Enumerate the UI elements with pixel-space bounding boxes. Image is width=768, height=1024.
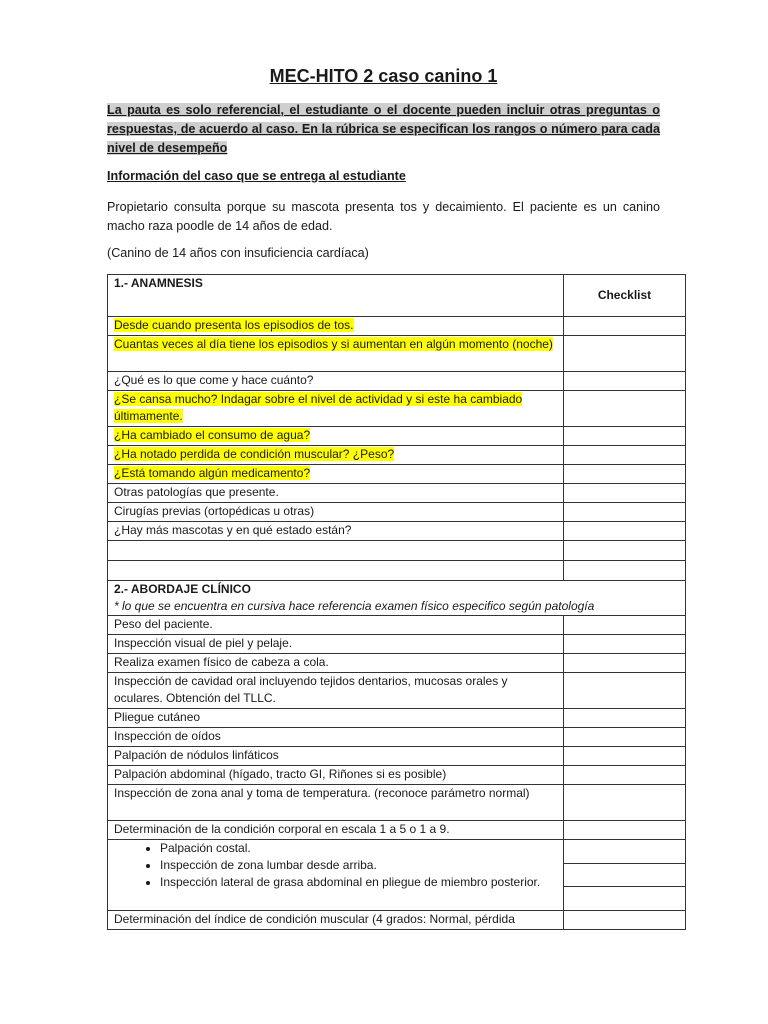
table-row <box>108 317 686 336</box>
question-text: Desde cuando presenta los episodios de tos. <box>114 318 354 332</box>
table-row <box>108 616 686 635</box>
checklist-cell[interactable] <box>564 728 686 747</box>
section-title-anamnesis: 1.- ANAMNESIS <box>108 275 564 317</box>
table-row <box>108 654 686 673</box>
list-item: • Inspección lateral de grasa abdominal en pliegue de miembro posterior. <box>160 874 557 891</box>
table-row <box>108 391 686 427</box>
checklist-cell[interactable] <box>564 616 686 635</box>
question-text: Cuantas veces al día tiene los episodios y si aumentan en algún momento (noche) <box>114 337 553 351</box>
checklist-cell-group <box>564 840 686 911</box>
checklist-table <box>107 274 686 930</box>
case-note: (Canino de 14 años con insuficiencia cardíaca) <box>107 246 369 260</box>
table-cell <box>108 317 564 336</box>
table-row <box>108 747 686 766</box>
table-row <box>108 673 686 709</box>
checklist-header: Checklist <box>564 275 686 317</box>
table-row <box>108 427 686 446</box>
section-title-clinical: 2.- ABORDAJE CLÍNICO <box>114 582 251 596</box>
table-row <box>108 336 686 372</box>
checklist-cell[interactable] <box>564 522 686 541</box>
section-header-clinical <box>108 581 686 616</box>
checklist-cell[interactable] <box>564 821 686 840</box>
checklist-cell[interactable] <box>564 709 686 728</box>
table-cell <box>108 446 564 465</box>
case-intro: Propietario consulta porque su mascota presenta tos y decaimiento. El paciente es un canino macho raza poodle de 14 años de edad. <box>107 200 660 233</box>
table-row <box>108 522 686 541</box>
question-text: Otras patologías que presente. <box>108 484 564 503</box>
table-cell <box>108 391 564 427</box>
table-row-empty <box>108 561 686 581</box>
checklist-cell[interactable] <box>564 673 686 709</box>
checklist-cell[interactable] <box>564 317 686 336</box>
checklist-cell[interactable] <box>564 747 686 766</box>
table-row-bullets <box>108 840 686 911</box>
checklist-cell[interactable] <box>564 561 686 581</box>
checklist-cell[interactable] <box>564 484 686 503</box>
checklist-cell[interactable] <box>564 541 686 561</box>
table-row <box>108 484 686 503</box>
checklist-cell[interactable] <box>564 887 685 910</box>
table-row <box>108 766 686 785</box>
table-cell <box>108 541 564 561</box>
table-row <box>108 275 686 317</box>
question-text: ¿Hay más mascotas y en qué estado están? <box>108 522 564 541</box>
section-note: * lo que se encuentra en cursiva hace referencia examen físico especifico según patología <box>114 599 595 613</box>
checklist-cell[interactable] <box>564 785 686 821</box>
bullet-list <box>114 840 557 891</box>
checklist-cell[interactable] <box>564 372 686 391</box>
checklist-cell[interactable] <box>564 465 686 484</box>
table-row <box>108 503 686 522</box>
question-text: ¿Ha cambiado el consumo de agua? <box>114 428 311 442</box>
table-row <box>108 785 686 821</box>
exam-item: Inspección visual de piel y pelaje. <box>108 635 564 654</box>
checklist-cell[interactable] <box>564 391 686 427</box>
question-text: ¿Se cansa mucho? Indagar sobre el nivel de actividad y si este ha cambiado últimamente. <box>114 392 523 423</box>
table-row <box>108 635 686 654</box>
checklist-cell[interactable] <box>564 503 686 522</box>
table-cell <box>108 336 564 372</box>
checklist-cell[interactable] <box>564 864 685 888</box>
table-row <box>108 821 686 840</box>
checklist-cell[interactable] <box>564 427 686 446</box>
table-cell <box>108 465 564 484</box>
checklist-cell[interactable] <box>564 654 686 673</box>
reference-note-text: La pauta es solo referencial, el estudiante o el docente pueden incluir otras preguntas o respuestas, de acuerdo al caso. En la rúbrica se especifican los rangos o número para cada nivel de desempeño <box>107 103 660 155</box>
exam-item: Inspección de oídos <box>108 728 564 747</box>
exam-item: Peso del paciente. <box>108 616 564 635</box>
list-item: • Palpación costal. <box>160 840 557 857</box>
exam-item: Palpación abdominal (hígado, tracto GI, Riñones si es posible) <box>108 766 564 785</box>
case-info-heading: Información del caso que se entrega al estudiante <box>107 169 406 183</box>
table-row <box>108 709 686 728</box>
table-row <box>108 446 686 465</box>
table-row-empty <box>108 541 686 561</box>
exam-item: Determinación del índice de condición muscular (4 grados: Normal, pérdida <box>108 911 564 930</box>
table-cell <box>108 561 564 581</box>
table-row <box>108 581 686 616</box>
question-text: ¿Ha notado perdida de condición muscular? ¿Peso? <box>114 447 395 461</box>
exam-item: Realiza examen físico de cabeza a cola. <box>108 654 564 673</box>
reference-note <box>107 101 660 158</box>
checklist-cell[interactable] <box>564 336 686 372</box>
checklist-cell[interactable] <box>564 911 686 930</box>
document-title: MEC-HITO 2 caso canino 1 <box>269 66 498 86</box>
table-cell <box>108 840 564 911</box>
exam-item: Determinación de la condición corporal en escala 1 a 5 o 1 a 9. <box>108 821 564 840</box>
exam-item: Palpación de nódulos linfáticos <box>108 747 564 766</box>
table-cell <box>108 427 564 446</box>
exam-item: Pliegue cutáneo <box>108 709 564 728</box>
question-text: ¿Está tomando algún medicamento? <box>114 466 311 480</box>
table-row <box>108 465 686 484</box>
question-text: Cirugías previas (ortopédicas u otras) <box>108 503 564 522</box>
table-row <box>108 372 686 391</box>
table-row <box>108 911 686 930</box>
checklist-cell[interactable] <box>564 766 686 785</box>
checklist-cell[interactable] <box>564 446 686 465</box>
table-row <box>108 728 686 747</box>
question-text: ¿Qué es lo que come y hace cuánto? <box>108 372 564 391</box>
list-item: • Inspección de zona lumbar desde arriba. <box>160 857 557 874</box>
exam-item: Inspección de cavidad oral incluyendo tejidos dentarios, mucosas orales y oculares. Obtención del TLLC. <box>108 673 564 709</box>
checklist-cell[interactable] <box>564 635 686 654</box>
exam-item: Inspección de zona anal y toma de temperatura. (reconoce parámetro normal) <box>108 785 564 821</box>
checklist-cell[interactable] <box>564 840 685 864</box>
